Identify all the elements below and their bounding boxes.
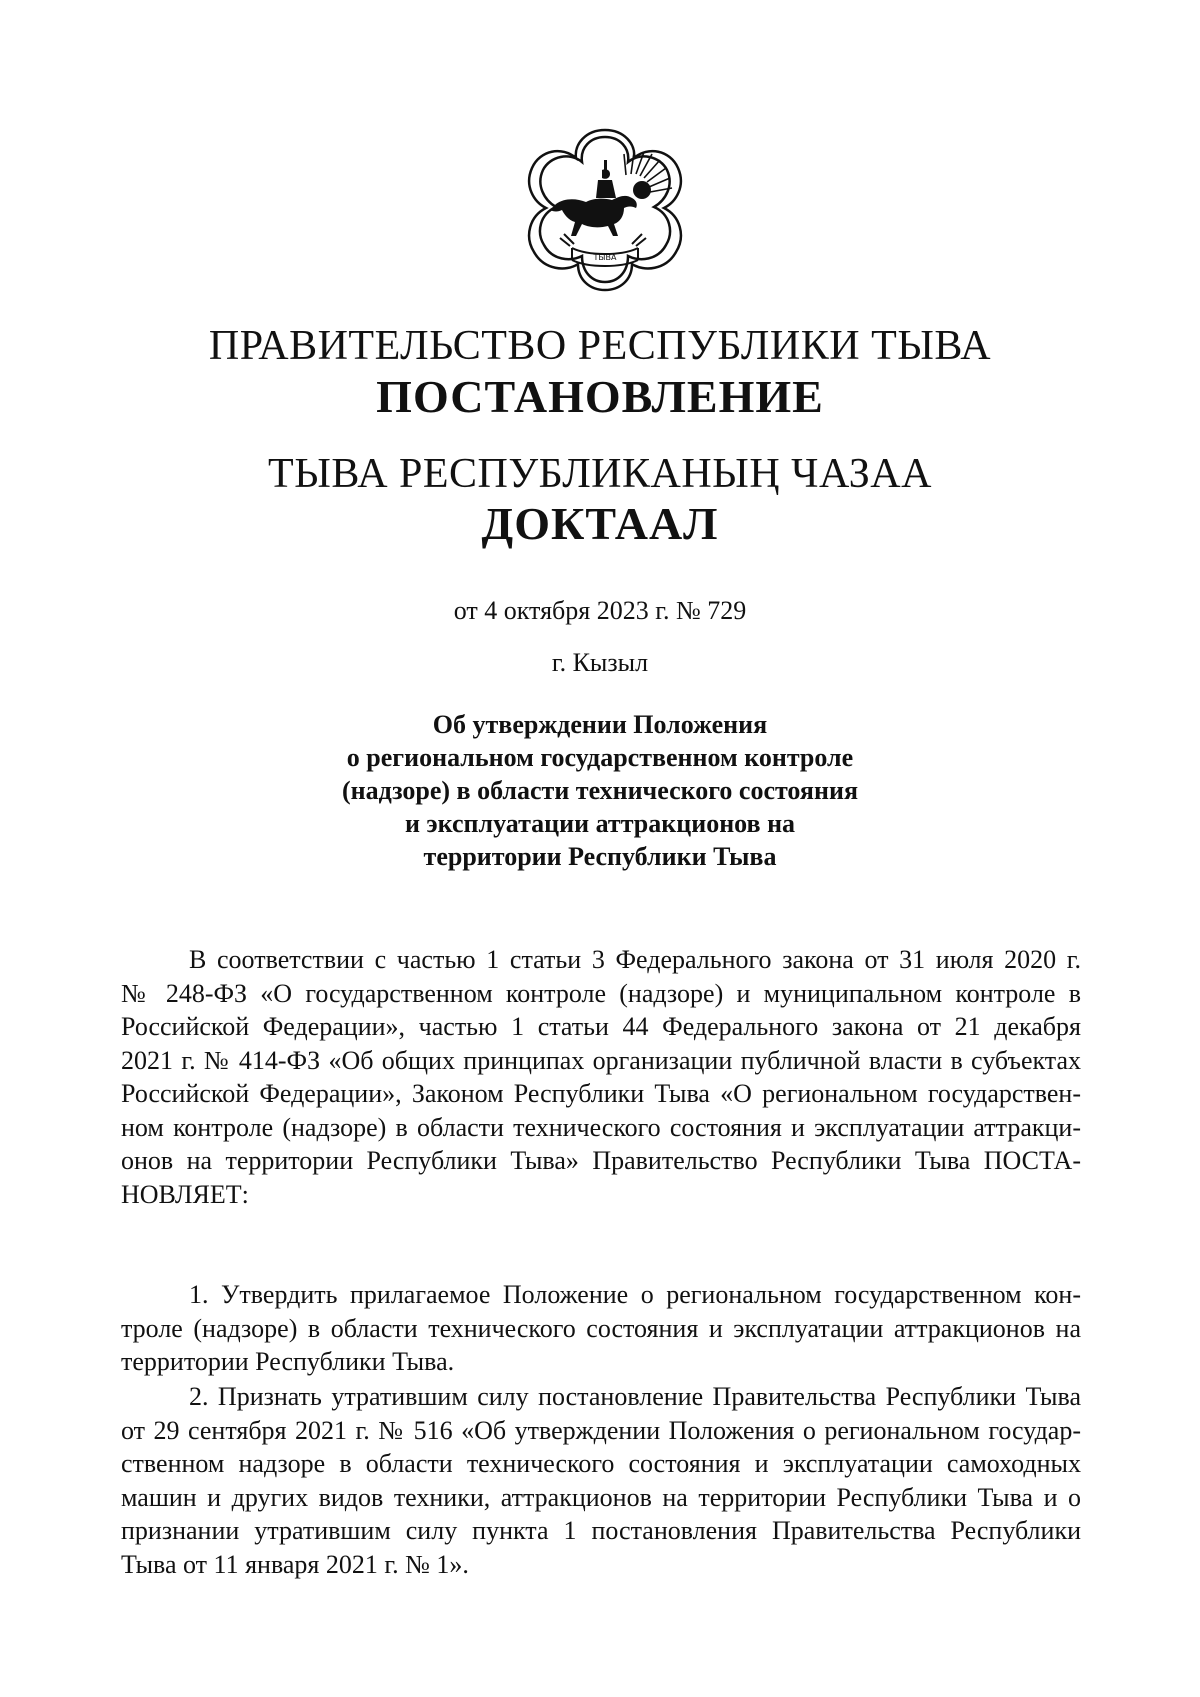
document-type-ru: ПОСТАНОВЛЕНИЕ [376, 371, 824, 422]
item-1-paragraph [121, 1278, 1081, 1379]
svg-text:ТЫВА: ТЫВА [593, 253, 617, 262]
text-line: признании утратившим силу пункта 1 постановления Правительства Республики [121, 1516, 1081, 1545]
text-line: № 248-ФЗ «О государственном контроле (надзоре) и муниципальном контроле в [121, 978, 1081, 1008]
subject-line: Об утверждении Положения [432, 710, 768, 739]
text-line: территории Республики Тыва. [121, 1347, 455, 1376]
text-line: Российской Федерации», Законом Республики Тыва «О региональном государствен- [121, 1079, 1081, 1108]
preamble-paragraph [121, 943, 1081, 1211]
document-place: г. Кызыл [551, 648, 649, 677]
document-subject [290, 708, 910, 873]
text-line: троле (надзоре) в области технического состояния и эксплуатации аттракционов на [121, 1313, 1081, 1343]
text-line: В соответствии с частью 1 статьи 3 Федерального закона от 31 июля 2020 г. [189, 945, 1081, 974]
document-type-tyv: ДОКТААЛ [481, 498, 719, 549]
text-line: 2021 г. № 414-ФЗ «Об общих принципах организации публичной власти в субъектах [121, 1045, 1081, 1075]
subject-line: (надзоре) в области технического состояния [341, 776, 859, 805]
tuva-coat-of-arms-icon [520, 124, 690, 294]
government-title-ru: ПРАВИТЕЛЬСТВО РЕСПУБЛИКИ ТЫВА [208, 323, 992, 369]
subject-line: о региональном государственном контроле [346, 743, 854, 772]
text-line: НОВЛЯЕТ: [121, 1179, 249, 1209]
government-title-tyv: ТЫВА РЕСПУБЛИКАНЫҢ ЧАЗАА [268, 451, 932, 497]
item-2-paragraph [121, 1380, 1081, 1581]
text-line: Российской Федерации», частью 1 статьи 44 Федерального закона от 21 декабря [121, 1012, 1081, 1041]
text-line: ственном надзоре в области технического состояния и эксплуатации самоходных [121, 1449, 1081, 1478]
text-line: Тыва от 11 января 2021 г. № 1». [121, 1549, 469, 1579]
text-line: 2. Признать утратившим силу постановление Правительства Республики Тыва [189, 1382, 1081, 1411]
text-line: машин и других видов техники, аттракционов на территории Республики Тыва и о [121, 1482, 1081, 1512]
document-date-number: от 4 октября 2023 г. № 729 [453, 596, 747, 625]
text-line: ном контроле (надзоре) в области технического состояния и эксплуатации аттракци- [121, 1112, 1081, 1142]
subject-line: и эксплуатации аттракционов на [404, 809, 796, 838]
text-line: от 29 сентября 2021 г. № 516 «Об утверждении Положения о региональном государ- [121, 1415, 1081, 1445]
text-line: 1. Утвердить прилагаемое Положение о региональном государственном кон- [189, 1280, 1081, 1309]
subject-line: территории Республики Тыва [423, 842, 777, 871]
text-line: онов на территории Республики Тыва» Правительство Республики Тыва ПОСТА- [121, 1146, 1081, 1175]
